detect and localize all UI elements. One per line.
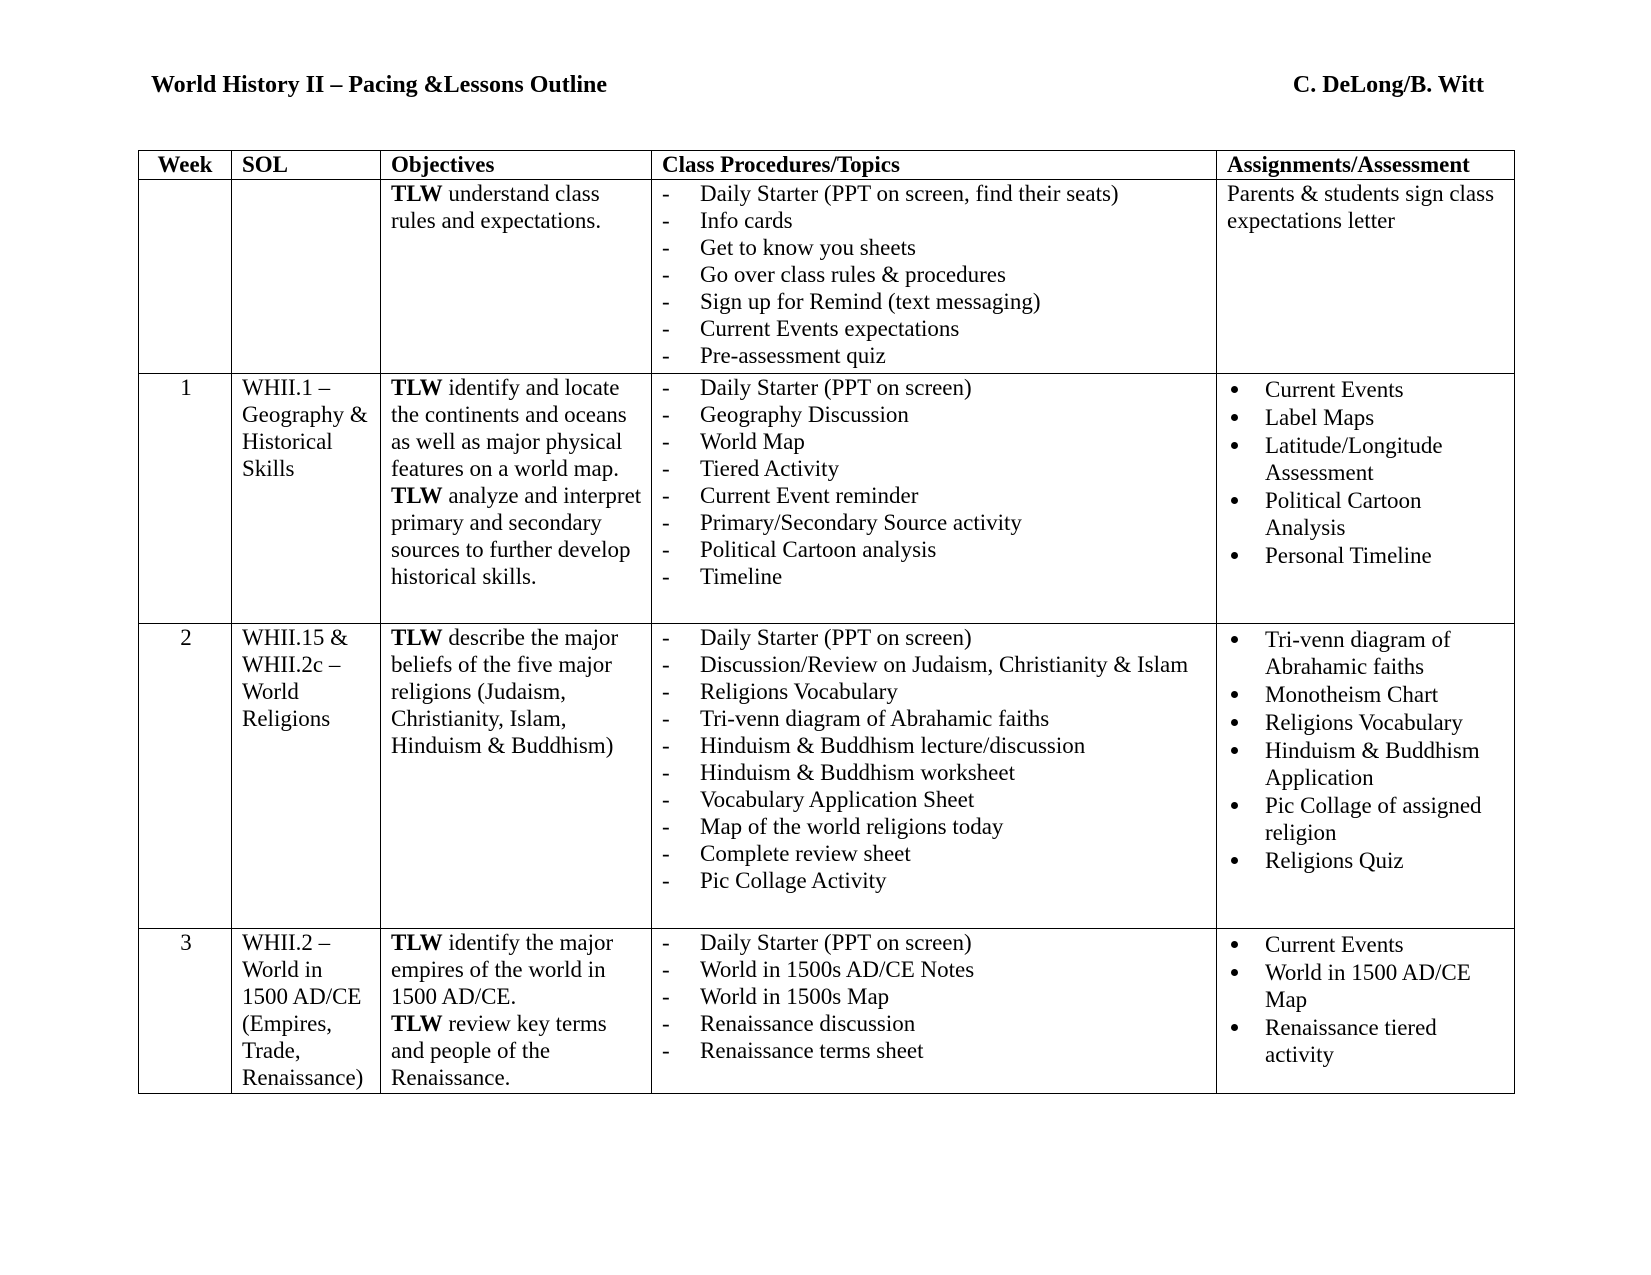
assignment-item (1227, 681, 1506, 708)
procedure-item: - Pic Collage Activity (662, 867, 1208, 894)
procedure-item: - Political Cartoon analysis (662, 536, 1208, 563)
assignment-item-text: Label Maps (1265, 405, 1375, 430)
assignment-item-text: Political Cartoon Analysis (1265, 488, 1422, 540)
bullet-icon (1231, 941, 1238, 948)
procedure-item: - Complete review sheet (662, 840, 1208, 867)
assignment-item-text: Monotheism Chart (1265, 682, 1439, 707)
assignments-list (1227, 931, 1506, 1068)
assignment-item (1227, 931, 1506, 958)
procedure-item: - Daily Starter (PPT on screen) (662, 374, 1208, 401)
document-authors: C. DeLong/B. Witt (1292, 72, 1484, 98)
procedure-item: - Daily Starter (PPT on screen) (662, 624, 1208, 651)
bullet-icon (1231, 691, 1238, 698)
bullet-icon (1231, 747, 1238, 754)
column-header-assignments: Assignments/Assessment (1217, 151, 1515, 180)
objective-statement (391, 624, 643, 759)
objective-text: describe the major beliefs of the five major religions (Judaism, Christianity, Islam, Hinduism & Buddhism) (391, 625, 619, 758)
bullet-icon (1231, 552, 1238, 559)
assignment-item (1227, 959, 1506, 1013)
procedure-item: - Primary/Secondary Source activity (662, 509, 1208, 536)
column-header-week: Week (139, 151, 232, 180)
procedure-item: - Timeline (662, 563, 1208, 590)
assignments-list (1227, 376, 1506, 569)
procedure-item: - Hinduism & Buddhism lecture/discussion (662, 732, 1208, 759)
assignment-item (1227, 404, 1506, 431)
bullet-icon (1231, 969, 1238, 976)
objective-text: analyze and interpret primary and secondary sources to further develop historical skills. (391, 483, 642, 589)
objective-statement (391, 1010, 643, 1091)
sol-cell: WHII.1 – Geography & Historical Skills (232, 374, 381, 624)
procedure-item: - Religions Vocabulary (662, 678, 1208, 705)
bullet-icon (1231, 497, 1238, 504)
table-row (139, 624, 1515, 929)
table-row (139, 374, 1515, 624)
procedure-item: - Tiered Activity (662, 455, 1208, 482)
procedures-list (662, 624, 1208, 894)
assignment-item (1227, 542, 1506, 569)
assignment-item (1227, 709, 1506, 736)
assignment-item-text: Religions Vocabulary (1265, 710, 1463, 735)
column-header-procedures: Class Procedures/Topics (652, 151, 1217, 180)
assignment-item-text: Current Events (1265, 377, 1404, 402)
procedure-item: - Renaissance terms sheet (662, 1037, 1208, 1064)
procedures-cell (652, 624, 1217, 929)
objectives-cell (381, 624, 652, 929)
assignment-item (1227, 626, 1506, 680)
document-title: World History II – Pacing &Lessons Outline (151, 72, 608, 98)
procedure-item: - Info cards (662, 207, 1208, 234)
table-row (139, 180, 1515, 374)
assignment-item-text: Latitude/Longitude Assessment (1265, 433, 1443, 485)
assignments-cell (1217, 180, 1515, 374)
assignment-item-text: World in 1500 AD/CE Map (1265, 960, 1471, 1012)
assignment-item (1227, 487, 1506, 541)
procedure-item: - Vocabulary Application Sheet (662, 786, 1208, 813)
assignment-item-text: Renaissance tiered activity (1265, 1015, 1437, 1067)
objective-statement (391, 374, 643, 482)
objective-text: review key terms and people of the Renaissance. (391, 1011, 607, 1090)
objective-tlw-label: TLW (391, 375, 443, 400)
procedures-cell (652, 180, 1217, 374)
procedure-item: - Go over class rules & procedures (662, 261, 1208, 288)
objectives-cell (381, 374, 652, 624)
procedure-item: - World Map (662, 428, 1208, 455)
pacing-table (138, 150, 1515, 1094)
assignment-item-text: Current Events (1265, 932, 1404, 957)
procedures-list (662, 180, 1208, 369)
objective-text: identify and locate the continents and oceans as well as major physical features on a world map. (391, 375, 627, 481)
procedure-item: - Daily Starter (PPT on screen) (662, 929, 1208, 956)
assignment-item (1227, 376, 1506, 403)
procedure-item: - Current Events expectations (662, 315, 1208, 342)
procedures-cell (652, 929, 1217, 1094)
assignment-item-text: Pic Collage of assigned religion (1265, 793, 1482, 845)
assignment-item (1227, 792, 1506, 846)
procedure-item: - Hinduism & Buddhism worksheet (662, 759, 1208, 786)
week-cell: 2 (139, 624, 232, 929)
column-header-objectives: Objectives (381, 151, 652, 180)
assignment-item-text: Personal Timeline (1265, 543, 1432, 568)
procedure-item: - Sign up for Remind (text messaging) (662, 288, 1208, 315)
week-cell: 1 (139, 374, 232, 624)
bullet-icon (1231, 802, 1238, 809)
objective-tlw-label: TLW (391, 483, 443, 508)
bullet-icon (1231, 636, 1238, 643)
procedures-list (662, 374, 1208, 590)
objective-statement (391, 929, 643, 1010)
procedure-item: - Map of the world religions today (662, 813, 1208, 840)
table-row (139, 929, 1515, 1094)
assignments-cell (1217, 374, 1515, 624)
sol-cell: WHII.2 – World in 1500 AD/CE (Empires, Trade, Renaissance) (232, 929, 381, 1094)
objective-tlw-label: TLW (391, 1011, 443, 1036)
objectives-cell (381, 929, 652, 1094)
procedure-item: - Get to know you sheets (662, 234, 1208, 261)
bullet-icon (1231, 414, 1238, 421)
week-cell (139, 180, 232, 374)
assignment-item (1227, 432, 1506, 486)
procedure-item: - Tri-venn diagram of Abrahamic faiths (662, 705, 1208, 732)
procedures-list (662, 929, 1208, 1064)
objective-text: identify the major empires of the world in 1500 AD/CE. (391, 930, 614, 1009)
table-header-row (139, 151, 1515, 180)
bullet-icon (1231, 442, 1238, 449)
assignment-item-text: Religions Quiz (1265, 848, 1404, 873)
objectives-cell (381, 180, 652, 374)
objective-statement (391, 482, 643, 590)
procedure-item: - World in 1500s AD/CE Notes (662, 956, 1208, 983)
assignment-text: Parents & students sign class expectations letter (1227, 181, 1495, 233)
table-body (139, 180, 1515, 1094)
assignments-cell (1217, 929, 1515, 1094)
procedure-item: - Daily Starter (PPT on screen, find their seats) (662, 180, 1208, 207)
column-header-sol: SOL (232, 151, 381, 180)
objective-tlw-label: TLW (391, 625, 443, 650)
assignment-item (1227, 847, 1506, 874)
assignments-cell (1217, 624, 1515, 929)
procedure-item: - World in 1500s Map (662, 983, 1208, 1010)
assignment-item (1227, 737, 1506, 791)
assignments-list (1227, 626, 1506, 874)
assignment-item-text: Hinduism & Buddhism Application (1265, 738, 1480, 790)
objective-tlw-label: TLW (391, 181, 443, 206)
objective-statement (391, 180, 643, 234)
week-cell: 3 (139, 929, 232, 1094)
procedure-item: - Renaissance discussion (662, 1010, 1208, 1037)
bullet-icon (1231, 386, 1238, 393)
procedures-cell (652, 374, 1217, 624)
procedure-item: - Discussion/Review on Judaism, Christianity & Islam (662, 651, 1208, 678)
sol-cell (232, 180, 381, 374)
objective-tlw-label: TLW (391, 930, 443, 955)
objective-text: understand class rules and expectations. (391, 181, 602, 233)
procedure-item: - Current Event reminder (662, 482, 1208, 509)
bullet-icon (1231, 857, 1238, 864)
bullet-icon (1231, 1024, 1238, 1031)
sol-cell: WHII.15 & WHII.2c – World Religions (232, 624, 381, 929)
procedure-item: - Pre-assessment quiz (662, 342, 1208, 369)
assignment-item-text: Tri-venn diagram of Abrahamic faiths (1265, 627, 1451, 679)
bullet-icon (1231, 719, 1238, 726)
assignment-item (1227, 1014, 1506, 1068)
procedure-item: - Geography Discussion (662, 401, 1208, 428)
